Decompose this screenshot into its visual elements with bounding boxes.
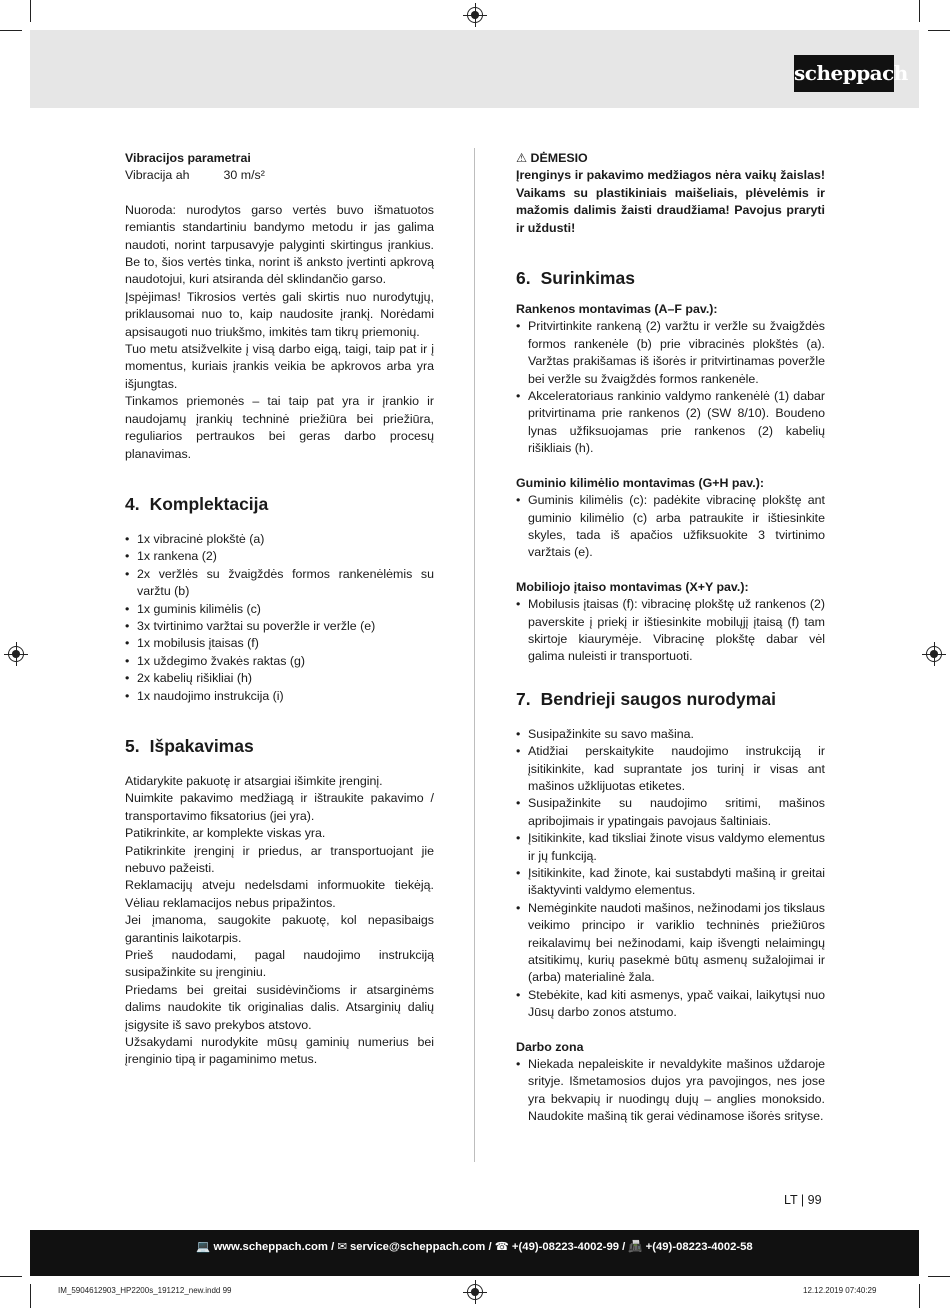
- vibration-row: [125, 167, 434, 184]
- list-item: • Įsitikinkite, kad tiksliai žinote visus valdymo elementus ir jų funkciją.: [516, 830, 825, 865]
- list-item: • 2x kabelių rišikliai (h): [125, 670, 434, 687]
- registration-mark-icon: [467, 7, 483, 23]
- list-item: • Įsitikinkite, kad žinote, kai sustabdyti mašiną ir greitai išaktyvinti valdymo elementus.: [516, 865, 825, 900]
- rubber-mat-list: [516, 492, 825, 562]
- paragraph-line: Prieš naudodami, pagal naudojimo instrukciją susipažinkite su įrenginiu.: [125, 948, 434, 980]
- paragraph-line: Priedams bei greitai susidėvinčioms ir atsarginėms dalims naudokite tik originalias dalis. Atsarginių dalių įsigysite iš savo prekybos atstovo.: [125, 982, 434, 1032]
- slug-filename: IM_5904612903_HP2200s_191212_new.indd 99: [58, 1286, 232, 1295]
- list-item: • Susipažinkite su naudojimo sritimi, mašinos apribojimais ir ypatingais pavojaus šaltiniais.: [516, 795, 825, 830]
- subheading-handle: Rankenos montavimas (A–F pav.):: [516, 302, 718, 317]
- subheading-rubber-mat: Guminio kilimėlio montavimas (G+H pav.):: [516, 475, 764, 490]
- warning-text: Įrenginys ir pakavimo medžiagos nėra vaikų žaislas! Vaikams su plastikiniais maišeliais, plėvelėmis ir mažomis dalimis žaisti draudžiama! Pavojus praryti ir uždusti!: [516, 168, 825, 235]
- right-column: [516, 150, 825, 1126]
- crop-mark: [0, 1276, 22, 1277]
- vibration-value: 30 m/s²: [223, 168, 265, 183]
- contents-list: [125, 531, 434, 705]
- section-heading-7: [516, 688, 825, 710]
- list-item: • Niekada nepaleiskite ir nevaldykite mašinos uždaroje srityje. Išmetamosios dujos yra pavojingos, nes jose yra bekvapių ir nuodingų dujų – anglies monoksido. Naudokite mašiną tik gerai vėdinamose išorės srityse.: [516, 1056, 825, 1126]
- paragraph-line: Nuimkite pakavimo medžiagą ir ištraukite pakavimo / transportavimo fiksatorius (jei yra).: [125, 791, 434, 823]
- paragraph-line: Jei įmanoma, saugokite pakuotę, kol nepasibaigs garantinis laikotarpis.: [125, 913, 434, 945]
- handle-list: [516, 318, 825, 457]
- section-title: Išpakavimas: [149, 735, 254, 756]
- paragraph-line: Užsakydami nurodykite mūsų gaminių numerius bei įrenginio tipą ir pagaminimo metus.: [125, 1035, 434, 1067]
- list-item: • 1x naudojimo instrukcija (i): [125, 688, 434, 705]
- section-number: 6.: [516, 268, 531, 289]
- list-item: • 2x veržlės su žvaigždės formos rankenėlėmis su varžtu (b): [125, 566, 434, 601]
- list-item: • Atidžiai perskaitykite naudojimo instrukciją ir įsitikinkite, kad suprantate jos turinį ir visas ant mašinos užklijuotas etiketes.: [516, 743, 825, 795]
- footer-band: [30, 1230, 919, 1276]
- slug-timestamp: 12.12.2019 07:40:29: [803, 1286, 877, 1295]
- section-title: Komplektacija: [149, 493, 269, 514]
- crop-mark: [30, 1284, 31, 1308]
- crop-mark: [0, 30, 22, 31]
- page-number: LT | 99: [784, 1193, 822, 1207]
- registration-mark-icon: [467, 1284, 483, 1300]
- list-item: • 1x uždegimo žvakės raktas (g): [125, 653, 434, 670]
- crop-mark: [928, 30, 950, 31]
- brand-logo: scheppach: [794, 55, 894, 92]
- registration-mark-icon: [926, 646, 942, 662]
- crop-mark: [928, 1276, 950, 1277]
- section-number: 7.: [516, 688, 531, 709]
- unpacking-text: [125, 773, 434, 1069]
- section-title: Surinkimas: [540, 268, 635, 289]
- list-item: • Guminis kilimėlis (c): padėkite vibracinę plokštę ant guminio kilimėlio (c) arba patraukite ir ištiesinkite skyles, tada iš apačios užfiksuokite 3 tvirtinimo varžtais (e).: [516, 492, 825, 562]
- paragraph-workflow: Tuo metu atsižvelkite į visą darbo eigą, taigi, taip pat ir į momentus, kuriais įrankis veikia be apkrovos arba yra išjungtas.: [125, 342, 434, 391]
- section-number: 4.: [125, 493, 140, 514]
- mobile-device-list: [516, 596, 825, 666]
- section-heading-4: [125, 493, 434, 515]
- list-item: • 1x mobilusis įtaisas (f): [125, 635, 434, 652]
- list-item: • Mobilusis įtaisas (f): vibracinę plokštę už rankenos (2) paverskite į priekį ir ištiesinkite mobilųjį įtaisą (f) tam skirtoje kiaurymėje. Vibracinę plokštę dabar vėl galima nuleisti ir transportuoti.: [516, 596, 825, 666]
- list-item: • 1x guminis kilimėlis (c): [125, 601, 434, 618]
- paragraph-line: Reklamacijų atveju nedelsdami informuokite tiekėją. Vėliau reklamacijos nebus pripažintos.: [125, 878, 434, 910]
- list-item: • Nemėginkite naudoti mašinos, nežinodami jos tikslaus veikimo principo ir variklio techninės priežiūros reikalavimų bei nežinodami, kaip išvengti nelaimingų atsitikimų, kurių pasekmė būtų asmenų sužalojimai ir (arba) materialinė žala.: [516, 900, 825, 987]
- list-item: • Akceleratoriaus rankinio valdymo rankenėlė (1) dabar pritvirtinama prie rankenos (2) (SW 8/10). Boudeno lynas užfiksuojamas prie rankenos (2) kabelių rišikliais (h).: [516, 388, 825, 458]
- paragraph-warning: Įspėjimas! Tikrosios vertės gali skirtis nuo nurodytųjų, priklausomai nuo to, kaip naudosite įrankį. Norėdami apsisaugoti nuo triukšmo, imkitės tam tikrų priemonių.: [125, 289, 434, 339]
- section-heading-6: [516, 267, 825, 289]
- subheading-mobile-device: Mobiliojo įtaiso montavimas (X+Y pav.):: [516, 579, 749, 594]
- paragraph-line: Patikrinkite, ar komplekte viskas yra.: [125, 826, 326, 841]
- paragraph-note: Nuoroda: nurodytos garso vertės buvo išmatuotos remiantis standartiniu bandymo metodu ir jas galima naudoti, norint tarpusavyje palyginti skirtingus įrankius. Be to, šios vertės tinka, norint iš anksto įvertinti apkrovą naudotojui, kuri atsiranda dėl sklindančio garso.: [125, 202, 434, 287]
- paragraph-measures: Tinkamos priemonės – tai taip pat yra ir įrankio ir naudojamų įrankių techninė priežiūra bei priežiūra, reguliarios pertraukos bei geras darbo procesų planavimas.: [125, 394, 434, 461]
- vibration-title: Vibracijos parametrai: [125, 151, 251, 165]
- footer-contacts: 💻 www.scheppach.com / ✉ service@scheppach.com / ☎ +(49)-08223-4002-99 / 📠 +(49)-08223-4002-58: [196, 1241, 753, 1253]
- crop-mark: [30, 0, 31, 22]
- column-divider: [474, 148, 475, 1162]
- list-item: • 1x rankena (2): [125, 548, 434, 565]
- crop-mark: [919, 0, 920, 22]
- list-item: • Susipažinkite su savo mašina.: [516, 726, 825, 743]
- section-title: Bendrieji saugos nurodymai: [540, 688, 776, 709]
- section-number: 5.: [125, 735, 140, 756]
- subheading-work-zone: Darbo zona: [516, 1039, 584, 1054]
- work-zone-list: [516, 1056, 825, 1126]
- list-item: • Pritvirtinkite rankeną (2) varžtu ir veržle su žvaigždės formos rankenėle (b) prie vibracinės plokštės (a). Varžtas prakišamas iš išorės ir pritvirtinamas poveržle bei veržle su žvaigždės formos rankenėle.: [516, 318, 825, 388]
- paragraph-line: Patikrinkite įrenginį ir priedus, ar transportuojant jie nebuvo pažeisti.: [125, 843, 434, 875]
- header-band: [30, 30, 919, 108]
- safety-list: [516, 726, 825, 1022]
- list-item: • 1x vibracinė plokštė (a): [125, 531, 434, 548]
- list-item: • Stebėkite, kad kiti asmenys, ypač vaikai, laikytųsi nuo Jūsų darbo zonos atstumo.: [516, 987, 825, 1022]
- paragraph-line: Atidarykite pakuotę ir atsargiai išimkite įrenginį.: [125, 773, 383, 788]
- section-heading-5: [125, 735, 434, 757]
- crop-mark: [919, 1284, 920, 1308]
- warning-title: ⚠ DĖMESIO: [516, 151, 588, 165]
- vibration-label: Vibracija ah: [125, 168, 190, 183]
- registration-mark-icon: [8, 646, 24, 662]
- list-item: • 3x tvirtinimo varžtai su poveržle ir veržle (e): [125, 618, 434, 635]
- left-column: [125, 150, 434, 1069]
